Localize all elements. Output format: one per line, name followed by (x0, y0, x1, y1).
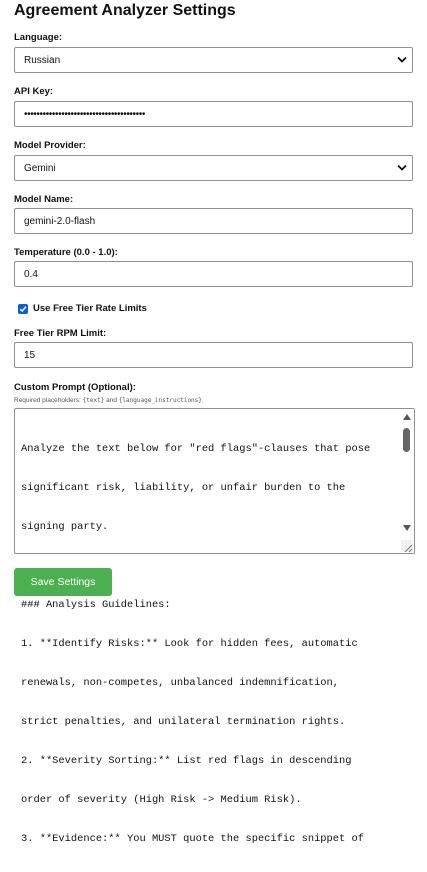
prompt-line: 1. **Identify Risks:** Look for hidden fees, automatic (21, 638, 358, 650)
model-provider-select[interactable] (14, 155, 413, 181)
scroll-up-icon[interactable] (403, 414, 411, 420)
page-title: Agreement Analyzer Settings (14, 2, 236, 19)
hint-lang-placeholder: {language_instructions} (118, 397, 202, 404)
custom-prompt-content (21, 417, 396, 872)
prompt-line: signing party. (21, 521, 109, 533)
prompt-line: 3. **Evidence:** You MUST quote the specific snippet of (21, 833, 364, 845)
checkmark-icon (19, 305, 27, 313)
rpm-limit-input[interactable] (14, 342, 413, 368)
language-label: Language: (14, 32, 63, 43)
api-key-label: API Key: (14, 86, 54, 97)
model-name-input[interactable] (14, 208, 413, 234)
chevron-down-icon (397, 56, 407, 64)
prompt-line: significant risk, liability, or unfair burden to the (21, 482, 346, 494)
api-key-value: ••••••••••••••••••••••••••••••••••••••• (24, 108, 145, 120)
language-value: Russian (24, 54, 61, 66)
hint-suffix: . (201, 397, 204, 404)
rpm-limit-label: Free Tier RPM Limit: (14, 328, 107, 339)
prompt-line: strict penalties, and unilateral termination rights. (21, 716, 346, 728)
custom-prompt-hint (14, 397, 204, 404)
prompt-line: renewals, non-competes, unbalanced indemnification, (21, 677, 340, 689)
prompt-line: order of severity (High Risk -> Medium Risk). (21, 794, 302, 806)
api-key-input[interactable] (14, 101, 413, 127)
hint-prefix: Required placeholders: (14, 397, 83, 404)
resize-handle-icon[interactable] (401, 540, 413, 552)
temperature-label: Temperature (0.0 - 1.0): (14, 247, 118, 258)
prompt-line: Analyze the text below for "red flags"-clauses that pose (21, 443, 371, 455)
free-tier-row (18, 303, 147, 314)
hint-text-placeholder: {text} (82, 397, 105, 404)
model-name-label: Model Name: (14, 194, 74, 205)
scroll-down-icon[interactable] (403, 525, 411, 531)
textarea-scrollbar[interactable] (400, 409, 414, 537)
prompt-line: 2. **Severity Sorting:** List red flags in descending (21, 755, 352, 767)
save-settings-button[interactable]: Save Settings (14, 568, 112, 596)
model-provider-label: Model Provider: (14, 140, 86, 151)
rpm-limit-value: 15 (24, 349, 36, 361)
free-tier-checkbox[interactable] (18, 304, 28, 314)
temperature-value: 0.4 (24, 268, 38, 280)
temperature-input[interactable] (14, 261, 413, 287)
prompt-line: ### Analysis Guidelines: (21, 599, 171, 611)
hint-and: and (104, 397, 119, 404)
model-provider-value: Gemini (24, 162, 56, 174)
chevron-down-icon (397, 164, 407, 172)
free-tier-label: Use Free Tier Rate Limits (33, 303, 147, 314)
model-name-value: gemini-2.0-flash (24, 215, 96, 227)
language-select[interactable] (14, 47, 413, 73)
scrollbar-thumb[interactable] (403, 428, 410, 452)
custom-prompt-label: Custom Prompt (Optional): (14, 382, 136, 393)
